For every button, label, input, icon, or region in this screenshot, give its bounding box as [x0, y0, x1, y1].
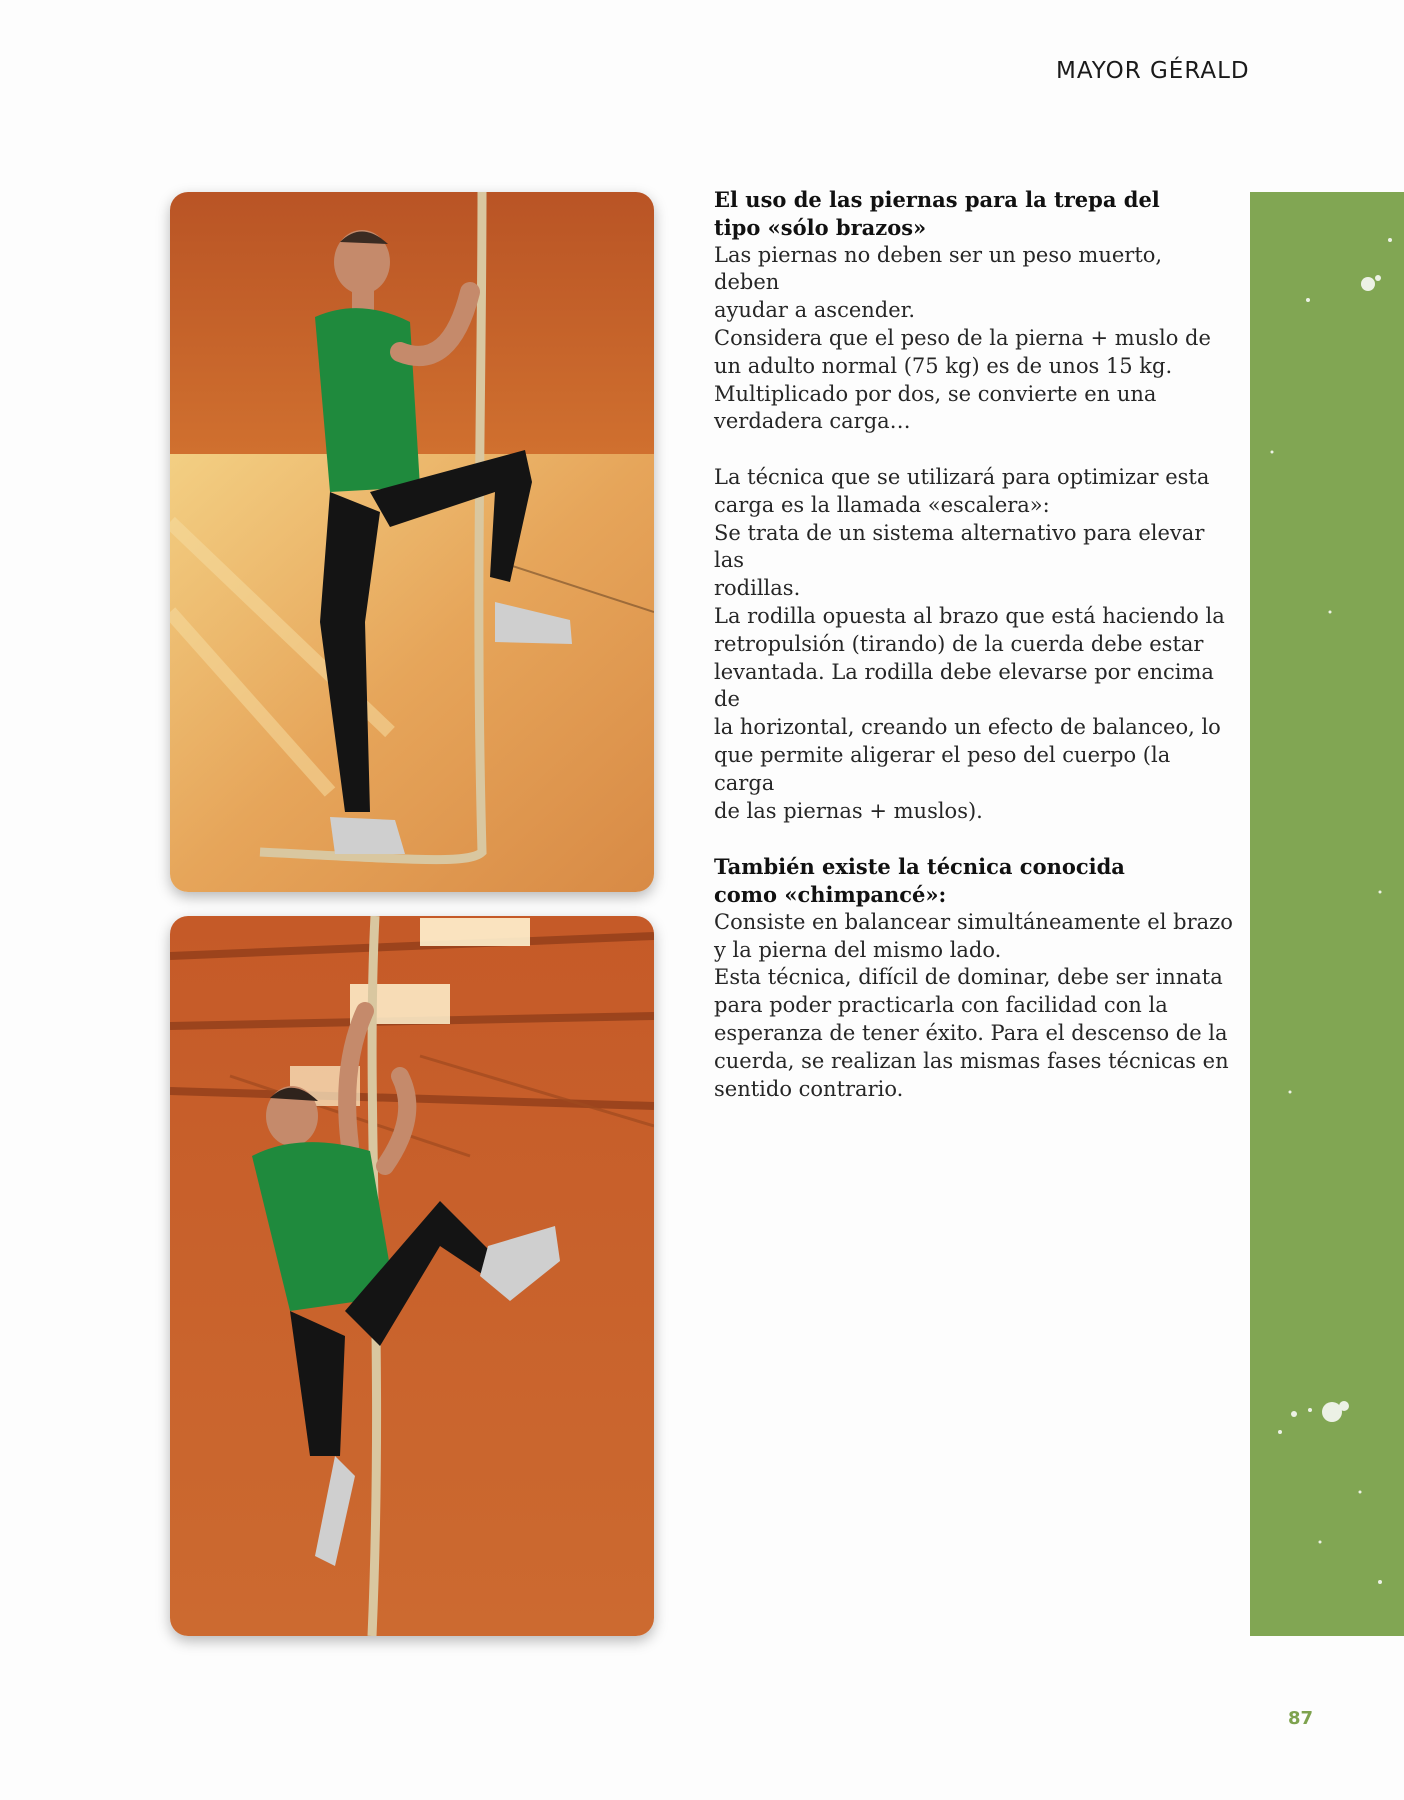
photo-rope-climb-midair: [170, 916, 654, 1636]
paragraph-ladder-technique: La técnica que se utilizará para optimizar esta carga es la llamada «escalera»: Se trata de un sistema alternativo para elevar las rodillas. La rodilla opuesta al brazo que está haciendo la retropulsión (tirando) de la cuerda debe estar levantada. La rodilla debe elevarse por encima de la horizontal, creando un efecto de balanceo, lo que permite aligerar el peso del cuerpo (la carga de las piernas + muslos).: [714, 464, 1225, 823]
article-text: [714, 186, 1234, 1103]
running-header: MAYOR GÉRALD: [1056, 58, 1250, 84]
page-number: 87: [1288, 1708, 1314, 1729]
section-heading-chimpanzee: También existe la técnica conocida como «chimpancé»:: [714, 854, 1125, 907]
photo-rope-climb-start: [170, 192, 654, 892]
paragraph-chimpanzee-technique: Consiste en balancear simultáneamente el brazo y la pierna del mismo lado. Esta técnica, difícil de dominar, debe ser innata para poder practicarla con facilidad con la esperanza de tener éxito. Para el descenso de la cuerda, se realizan las mismas fases técnicas en sentido contrario.: [714, 909, 1233, 1101]
paragraph-legs-weight: Las piernas no deben ser un peso muerto, deben ayudar a ascender. Considera que el peso de la pierna + muslo de un adulto normal (75 kg) es de unos 15 kg. Multiplicado por dos, se convierte en una verdadera carga…: [714, 242, 1211, 434]
decorative-green-band: [1250, 192, 1404, 1636]
section-heading-legs: El uso de las piernas para la trepa del tipo «sólo brazos»: [714, 187, 1160, 240]
